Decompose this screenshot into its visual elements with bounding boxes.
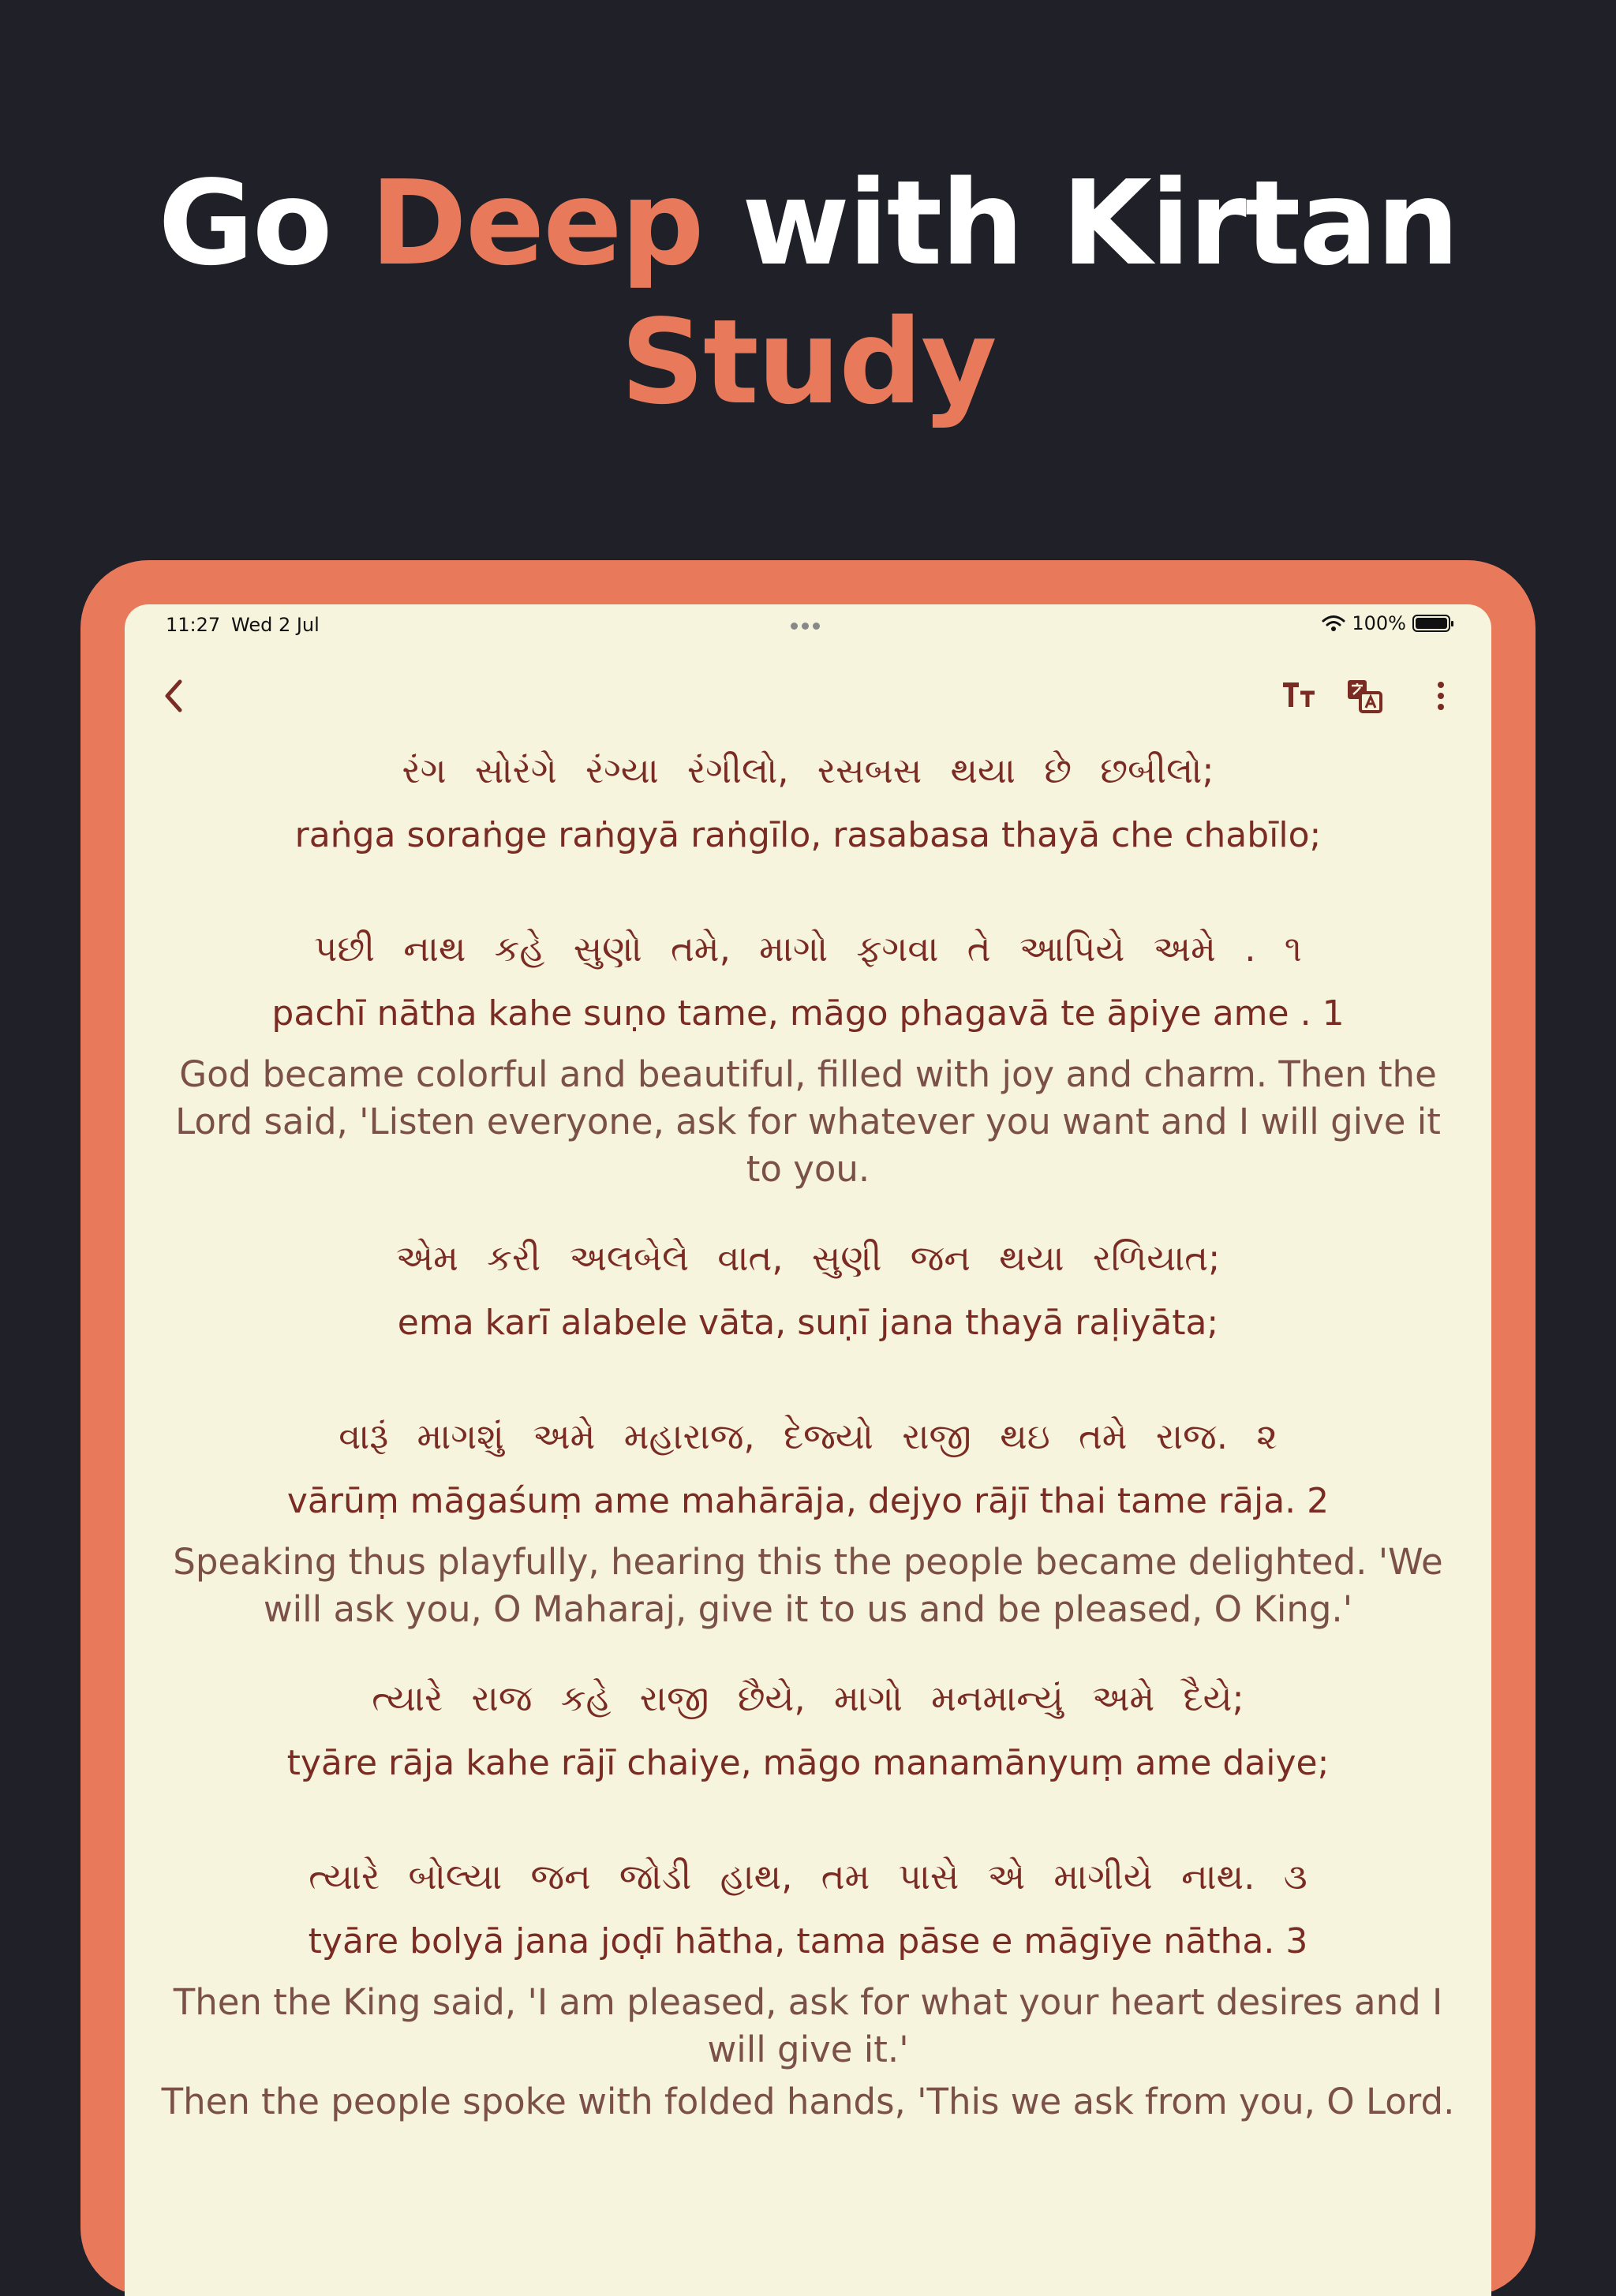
transliteration-line: tyāre rāja kahe rājī chaiye, māgo manamānyuṃ ame daiye; [286, 1743, 1330, 1783]
stanza-2 [156, 1226, 1460, 1633]
gujarati-line: એમ કરી અલબેલે વાત, સુણી જન થયા રળિયાત; [395, 1237, 1221, 1279]
status-indicators [1322, 612, 1450, 634]
transliteration-line: vārūṃ māgaśuṃ ame mahārāja, dejyo rājī thai tame rāja. 2 [286, 1481, 1330, 1521]
translation-text: Then the people spoke with folded hands, 'This we ask from you, O Lord. [161, 2081, 1455, 2122]
more-vertical-icon [1419, 674, 1463, 718]
status-bar [125, 604, 1491, 649]
gujarati-line: ત્યારે બોલ્યા જન જોડી હાથ, તમ પાસે એ માગીયે નાથ. ૩ [309, 1856, 1307, 1898]
translation-text: Speaking thus playfully, hearing this the people became delighted. 'We will ask you, O Maharaj, give it to us and be pleased, O King.' [173, 1541, 1443, 1630]
gujarati-line: ત્યારે રાજ કહે રાજી છૈયે, માગો મનમાન્યું અમે દૈયે; [372, 1677, 1244, 1719]
transliteration-line: pachī nātha kahe suṇo tame, māgo phagavā te āpiye ame . 1 [271, 993, 1345, 1034]
multitasking-dots-icon[interactable] [791, 623, 820, 630]
translate-button[interactable] [1343, 674, 1387, 718]
text-size-button[interactable] [1278, 674, 1322, 718]
transliteration-line: tyāre bolyā jana joḍī hātha, tama pāse e māgīye nātha. 3 [308, 1921, 1308, 1961]
status-time: 11:27 [166, 614, 221, 636]
headline [0, 154, 1616, 432]
battery-icon [1412, 615, 1450, 632]
gujarati-line: રંગ સોરંગે રંગ્યા રંગીલો, રસબસ થયા છે છબીલો; [402, 750, 1214, 791]
transliteration-line: ema karī alabele vāta, suṇī jana thayā raḷiyāta; [397, 1303, 1219, 1343]
headline-accent-deep: Deep [370, 155, 703, 291]
chevron-left-icon [155, 672, 194, 720]
stanza-3 [156, 1666, 1460, 2126]
translation-text: God became colorful and beautiful, filled with joy and charm. Then the Lord said, 'Listen everyone, ask for whatever you want and I will give it to you. [175, 1053, 1441, 1190]
stanza-1 [156, 739, 1460, 1193]
app-screen [125, 604, 1491, 2296]
wifi-icon [1322, 615, 1345, 632]
transliteration-line: raṅga soraṅge raṅgyā raṅgīlo, rasabasa thayā che chabīlo; [294, 815, 1322, 855]
more-options-button[interactable] [1419, 674, 1463, 718]
text-size-icon [1278, 674, 1322, 718]
back-button[interactable] [155, 672, 194, 720]
status-date: Wed 2 Jul [231, 614, 320, 636]
translate-icon [1343, 674, 1387, 718]
battery-percent: 100% [1352, 612, 1406, 634]
kirtan-content [156, 739, 1460, 2126]
gujarati-line: વારૂં માગશું અમે મહારાજ, દેજ્યો રાજી થઇ તમે રાજ. ૨ [339, 1415, 1277, 1457]
reader-toolbar [125, 664, 1491, 727]
headline-line-1: Go Deep with Kirtan [158, 155, 1458, 291]
translation-text: Then the King said, 'I am pleased, ask for what your heart desires and I will give it.' [173, 1981, 1443, 2070]
gujarati-line: પછી નાથ કહે સુણો તમે, માગો ફગવા તે આપિયે અમે . ૧ [314, 928, 1302, 970]
headline-accent-study: Study [620, 294, 996, 430]
tablet-frame [80, 560, 1536, 2296]
